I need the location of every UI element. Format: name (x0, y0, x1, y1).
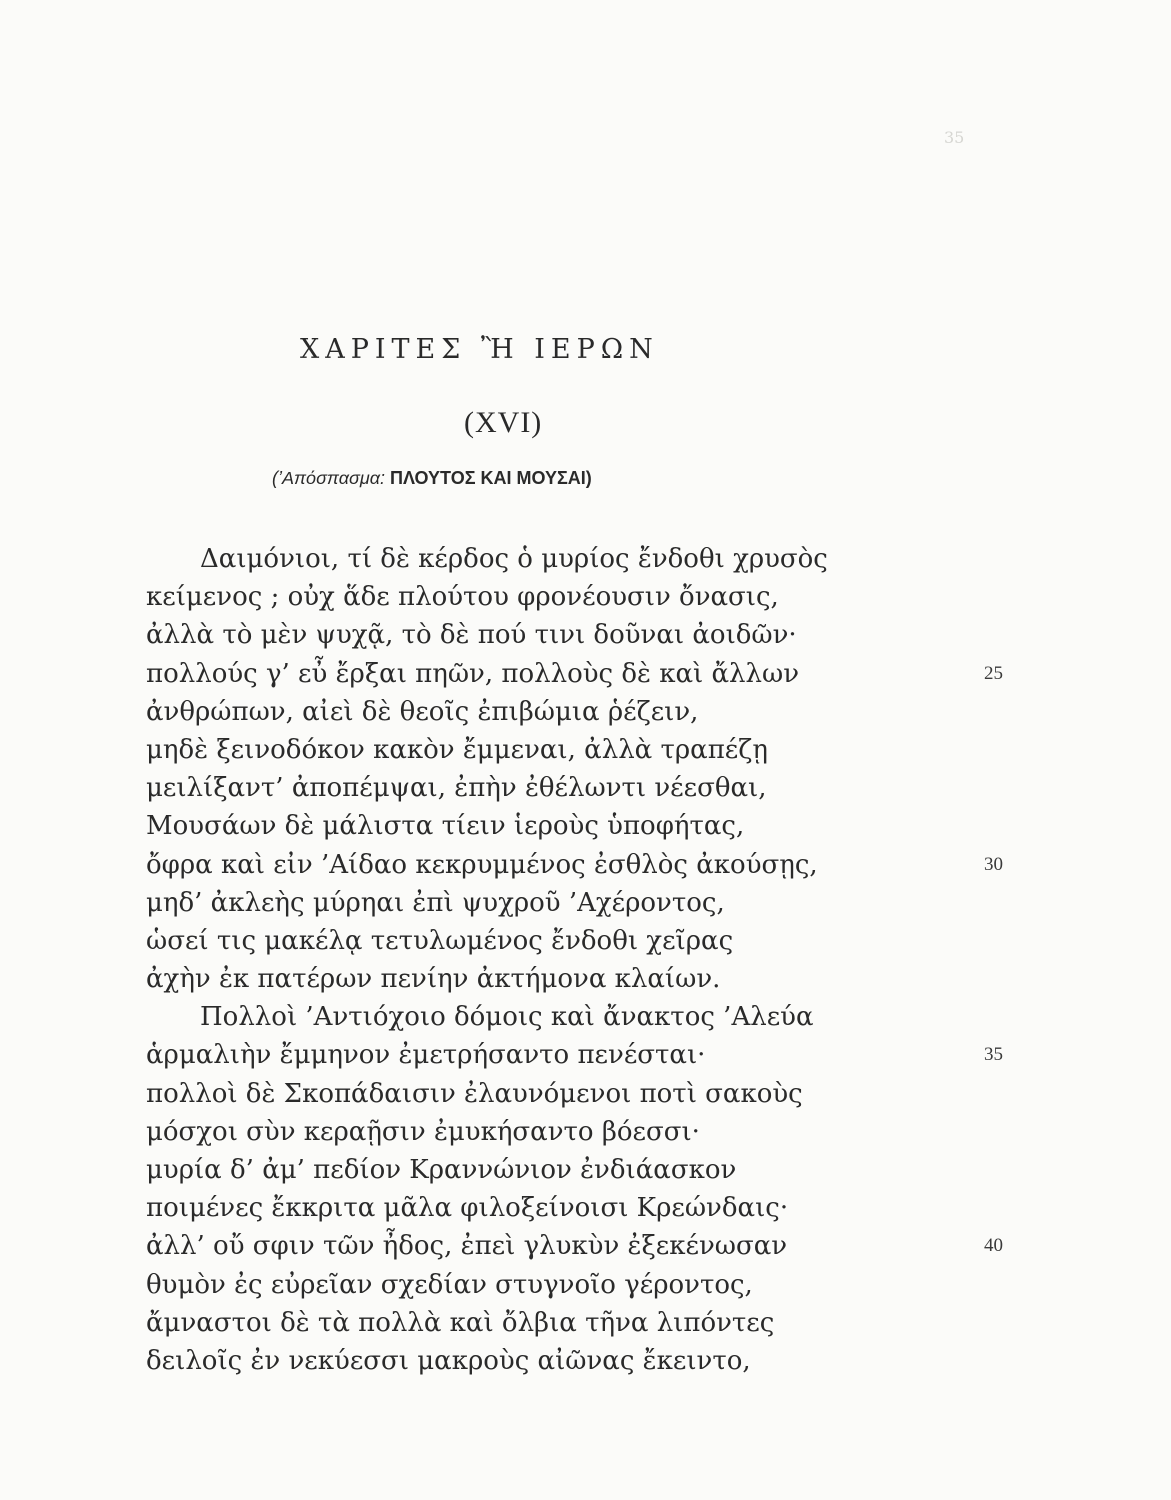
verse-line (146, 578, 866, 616)
verse-text: μηδὲ ξεινοδόκον κακὸν ἔμμεναι, ἀλλὰ τραπέζῃ (146, 734, 768, 765)
verse-text: κείμενος ; οὐχ ἅδε πλούτου φρονέουσιν ὄνασις, (146, 582, 779, 613)
verse-line (146, 769, 866, 807)
verse-text: Πολλοὶ ’Αντιόχοιο δόμοις καὶ ἄνακτος ’Αλεύα (200, 1002, 814, 1033)
verse-line (146, 884, 866, 922)
verse-text: ἀλλ’ οὔ σφιν τῶν ἦδος, ἐπεὶ γλυκὺν ἐξεκένωσαν (146, 1231, 788, 1262)
verse-line (146, 1151, 866, 1189)
verse-text: ἀνθρώπων, αἰεὶ δὲ θεοῖς ἐπιβώμια ῥέζειν, (146, 696, 699, 727)
verse-line (146, 922, 866, 960)
verse-text: Δαιμόνιοι, τί δὲ κέρδος ὁ μυρίος ἔνδοθι χρυσὸς (200, 544, 828, 574)
verse-text: μηδ’ ἀκλεὴς μύρηαι ἐπὶ ψυχροῦ ’Αχέροντος, (146, 887, 725, 918)
verse-text: μειλίξαντ’ ἀποπέμψαι, ἐπὴν ἐθέλωντι νέεσθαι, (146, 773, 767, 804)
verse-line (146, 1075, 866, 1113)
verse-line (146, 1304, 866, 1342)
verse-line (146, 960, 866, 998)
poem-number: (XVI) (464, 406, 543, 439)
fragment-label: (’Απόσπασμα: (272, 468, 385, 488)
verse-text: πολλοὶ δὲ Σκοπάδαισιν ἐλαυνόμενοι ποτὶ σακοὺς (146, 1078, 803, 1109)
verse-line (146, 540, 866, 578)
verse-text: μυρία δ’ ἀμ’ πεδίον Κραννώνιον ἐνδιάασκον (146, 1155, 737, 1185)
verse-line (146, 807, 866, 845)
verse-line (146, 846, 1003, 884)
verse-text: ἀχὴν ἐκ πατέρων πενίην ἀκτήμονα κλαίων. (146, 964, 721, 995)
verse-line (146, 655, 1003, 693)
verse-line (146, 1266, 866, 1304)
verse-text: ἀλλὰ τὸ μὲν ψυχᾷ, τὸ δὲ πού τινι δοῦναι ἀοιδῶν· (146, 620, 797, 651)
verse-text: ὄφρα καὶ εἰν ’Αίδαο κεκρυμμένος ἐσθλὸς ἀκούσῃς, (146, 849, 818, 880)
verse-text: ὡσεί τις μακέλᾳ τετυλωμένος ἔνδοθι χεῖρας (146, 925, 734, 956)
line-number: 35 (984, 1044, 1003, 1066)
verse-line (146, 1227, 1003, 1265)
verse-text: Μουσάων δὲ μάλιστα τίειν ἱεροὺς ὑποφήτας, (146, 811, 745, 842)
line-number: 30 (984, 853, 1003, 875)
fragment-title: ΠΛΟΥΤΟΣ ΚΑΙ ΜΟΥΣΑΙ) (390, 468, 592, 488)
line-number: 25 (984, 662, 1003, 684)
verse-text: πολλούς γ’ εὖ ἔρξαι πηῶν, πολλοὺς δὲ καὶ ἄλλων (146, 658, 800, 689)
verse-line (146, 998, 866, 1036)
verse-line (146, 616, 866, 654)
verse-line (146, 1113, 866, 1151)
verse-text: ποιμένες ἔκκριτα μᾶλα φιλοξείνοισι Κρεώνδαις· (146, 1193, 789, 1224)
fragment-heading (272, 468, 592, 489)
verse-text: θυμὸν ἐς εὐρεῖαν σχεδίαν στυγνοῖο γέροντος, (146, 1269, 753, 1300)
verse-text: ἁρμαλιὴν ἔμμηνον ἐμετρήσαντο πενέσται· (146, 1040, 706, 1071)
poem-body (146, 540, 1003, 1380)
verse-line (146, 693, 866, 731)
verse-line (146, 1036, 1003, 1074)
page-title: ΧΑΡΙΤΕΣ Ἢ ΙΕΡΩΝ (300, 334, 659, 365)
verse-text: δειλοῖς ἐν νεκύεσσι μακροὺς αἰῶνας ἔκειντο, (146, 1345, 751, 1376)
faint-page-number: 35 (944, 128, 965, 147)
verse-line (146, 1342, 866, 1380)
line-number: 40 (984, 1235, 1003, 1257)
verse-text: ἄμναστοι δὲ τὰ πολλὰ καὶ ὄλβια τῆνα λιπόντες (146, 1307, 775, 1338)
verse-line (146, 1189, 866, 1227)
verse-text: μόσχοι σὺν κεραῇσιν ἐμυκήσαντο βόεσσι· (146, 1116, 700, 1147)
verse-line (146, 731, 866, 769)
